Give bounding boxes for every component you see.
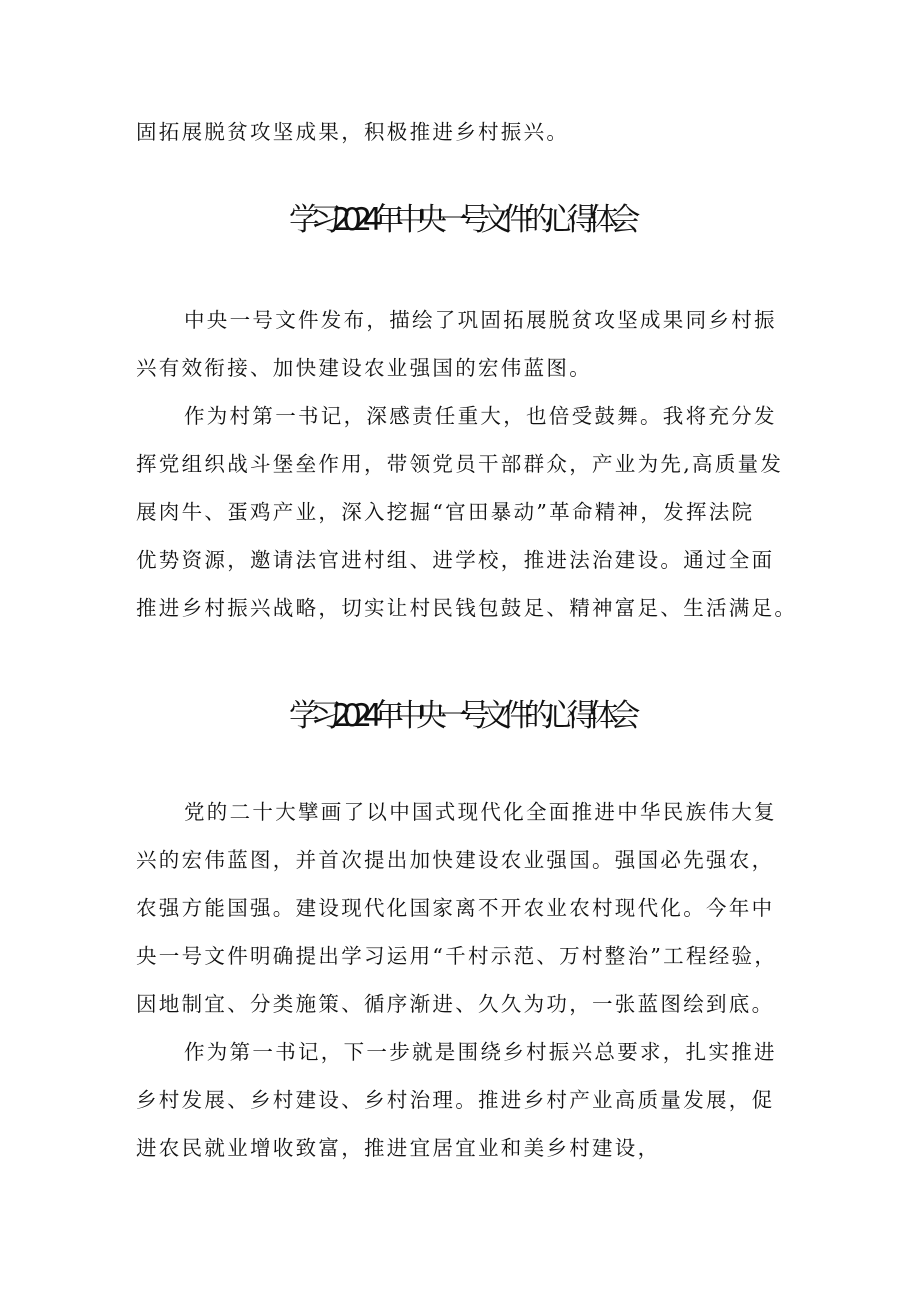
section-2-paragraph-1-line-1: 党的二十大擘画了以中国式现代化全面推进中华民族伟大复 [184,800,777,824]
section-1-paragraph-1-line-2: 兴有效衔接、加快建设农业强国的宏伟蓝图。 [136,356,592,380]
section-1-paragraph-2-line-2: 挥党组织战斗堡垒作用，带领党员干部群众，产业为先,高质量发 [136,452,784,476]
section-1-paragraph-1-line-1: 中央一号文件发布，描绘了巩固拓展脱贫攻坚成果同乡村振 [184,308,777,332]
section-2-paragraph-1-line-3: 农强方能国强。建设现代化国家离不开农业农村现代化。今年中 [136,896,775,920]
section-2-paragraph-1-line-5: 因地制宜、分类施策、循序渐进、久久为功，一张蓝图绘到底。 [136,992,775,1016]
section-1-paragraph-2-line-5: 推进乡村振兴战略，切实让村民钱包鼓足、精神富足、生活满足。 [136,596,798,620]
intro-paragraph-line: 固拓展脱贫攻坚成果，积极推进乡村振兴。 [136,120,570,144]
section-2-paragraph-2-line-1: 作为第一书记，下一步就是围绕乡村振兴总要求，扎实推进 [184,1040,777,1064]
section-1-paragraph-2-line-4: 优势资源，邀请法官进村组、进学校，推进法治建设。通过全面 [136,548,775,572]
section-1-paragraph-2-line-3: 展肉牛、蛋鸡产业，深入挖掘“官田暴动”革命精神，发挥法院 [136,500,755,524]
section-2-paragraph-1-line-2: 兴的宏伟蓝图，并首次提出加快建设农业强国。强国必先强农， [136,848,775,872]
section-title-1: 学习2024年中央一号文件的心得体会 [289,202,631,238]
section-title-2: 学习2024年中央一号文件的心得体会 [289,698,631,734]
section-2-paragraph-1-line-4: 央一号文件明确提出学习运用“千村示范、万村整治”工程经验， [136,944,778,968]
section-2-paragraph-2-line-3: 进农民就业增收致富，推进宜居宜业和美乡村建设， [136,1136,661,1160]
section-2-paragraph-2-line-2: 乡村发展、乡村建设、乡村治理。推进乡村产业高质量发展，促 [136,1088,775,1112]
section-1-paragraph-2-line-1: 作为村第一书记，深感责任重大，也倍受鼓舞。我将充分发 [184,404,777,428]
